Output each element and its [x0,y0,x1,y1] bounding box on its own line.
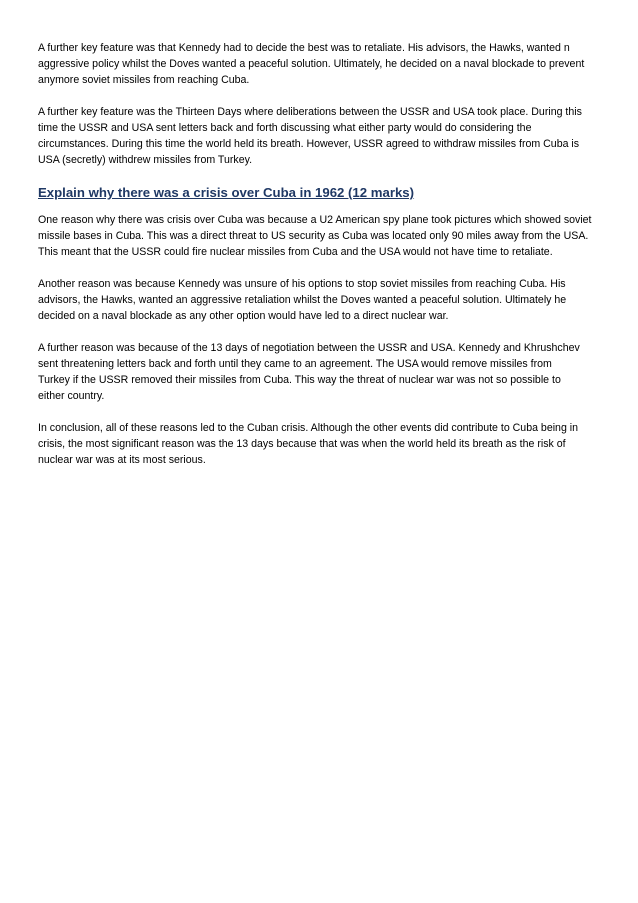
answer-paragraph-u2-spy-plane: One reason why there was crisis over Cuba was because a U2 American spy plane took pictures which showed soviet missile bases in Cuba. This was a direct threat to US security as Cuba was located only 90 miles away from the USA. This meant that the USSR could fire nuclear missiles from Cuba and the USA would not have time to retaliate. [38,214,592,258]
paragraph-hawks-doves: A further key feature was that Kennedy had to decide the best was to retaliate. His advisors, the Hawks, wanted n aggressive policy whilst the Doves wanted a peaceful solution. Ultimately, he decided on a naval blockade to prevent anymore soviet missiles from reaching Cuba. [38,42,585,86]
answer-paragraph-13-days: A further reason was because of the 13 days of negotiation between the USSR and USA. Kennedy and Khrushchev sent threatening letters back and forth until they came to an agreement. The USA would remove missiles from Turkey if the USSR removed their missiles from Cuba. This way the threat of nuclear war was not so possible to either country. [38,342,580,402]
answer-paragraph-conclusion: In conclusion, all of these reasons led to the Cuban crisis. Although the other events did contribute to Cuba being in crisis, the most significant reason was the 13 days because that was when the world held its breath as the risk of nuclear war was at its most serious. [38,422,579,466]
paragraph-thirteen-days: A further key feature was the Thirteen Days where deliberations between the USSR and USA took place. During this time the USSR and USA sent letters back and forth discussing what either party would do considering the circumstances. During this time the world held its breath. However, USSR agreed to withdraw missiles from Cuba is USA (secretly) withdrew missiles from Turkey. [38,106,582,166]
question-heading: Explain why there was a crisis over Cuba in 1962 (12 marks) [38,185,415,200]
answer-paragraph-kennedy-options: Another reason was because Kennedy was unsure of his options to stop soviet missiles from reaching Cuba. His advisors, the Hawks, wanted an aggressive retaliation whilst the Doves wanted a peaceful solution. Ultimately he decided on a naval blockade as any other option would have led to a direct nuclear war. [38,278,567,322]
document-page [38,40,603,484]
